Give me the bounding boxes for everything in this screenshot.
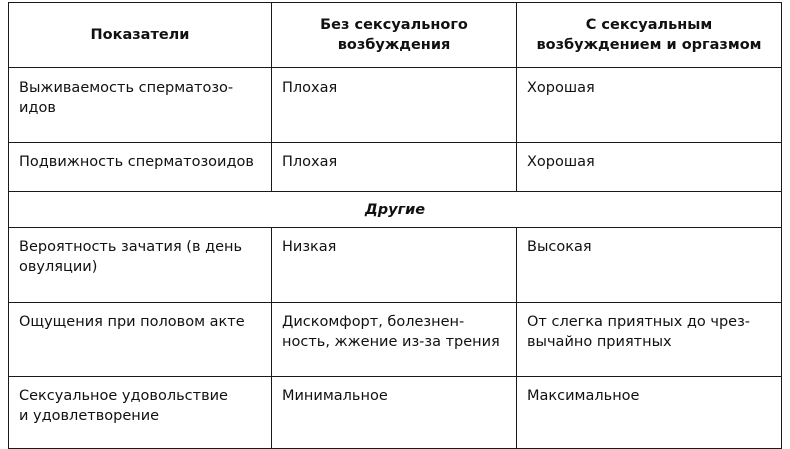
section-row — [9, 192, 782, 228]
section-label: Другие — [9, 192, 782, 228]
without-arousal-cell: Минимальное — [272, 377, 517, 449]
header-without-arousal: Без сексуального возбуждения — [272, 3, 517, 68]
table-row — [9, 303, 782, 377]
table-row — [9, 68, 782, 143]
without-arousal-cell: Плохая — [272, 143, 517, 192]
header-indicators: Показатели — [9, 3, 272, 68]
with-arousal-cell: Высокая — [517, 228, 782, 303]
indicator-cell: Сексуальное удовольствие и удовлетворение — [9, 377, 272, 449]
table-row — [9, 228, 782, 303]
indicator-cell: Вероятность зачатия (в день овуляции) — [9, 228, 272, 303]
with-arousal-cell: Максимальное — [517, 377, 782, 449]
without-arousal-cell: Дискомфорт, болезнен- ность, жжение из-за трения — [272, 303, 517, 377]
table-row — [9, 143, 782, 192]
indicator-cell: Ощущения при половом акте — [9, 303, 272, 377]
with-arousal-cell: Хорошая — [517, 143, 782, 192]
header-with-arousal: С сексуальным возбуждением и оргазмом — [517, 3, 782, 68]
without-arousal-cell: Плохая — [272, 68, 517, 143]
with-arousal-cell: От слегка приятных до чрез- вычайно приятных — [517, 303, 782, 377]
with-arousal-cell: Хорошая — [517, 68, 782, 143]
indicator-cell: Подвижность сперматозоидов — [9, 143, 272, 192]
comparison-table — [8, 2, 782, 449]
table-row — [9, 377, 782, 449]
without-arousal-cell: Низкая — [272, 228, 517, 303]
indicator-cell: Выживаемость сперматозо- идов — [9, 68, 272, 143]
header-row — [9, 3, 782, 68]
